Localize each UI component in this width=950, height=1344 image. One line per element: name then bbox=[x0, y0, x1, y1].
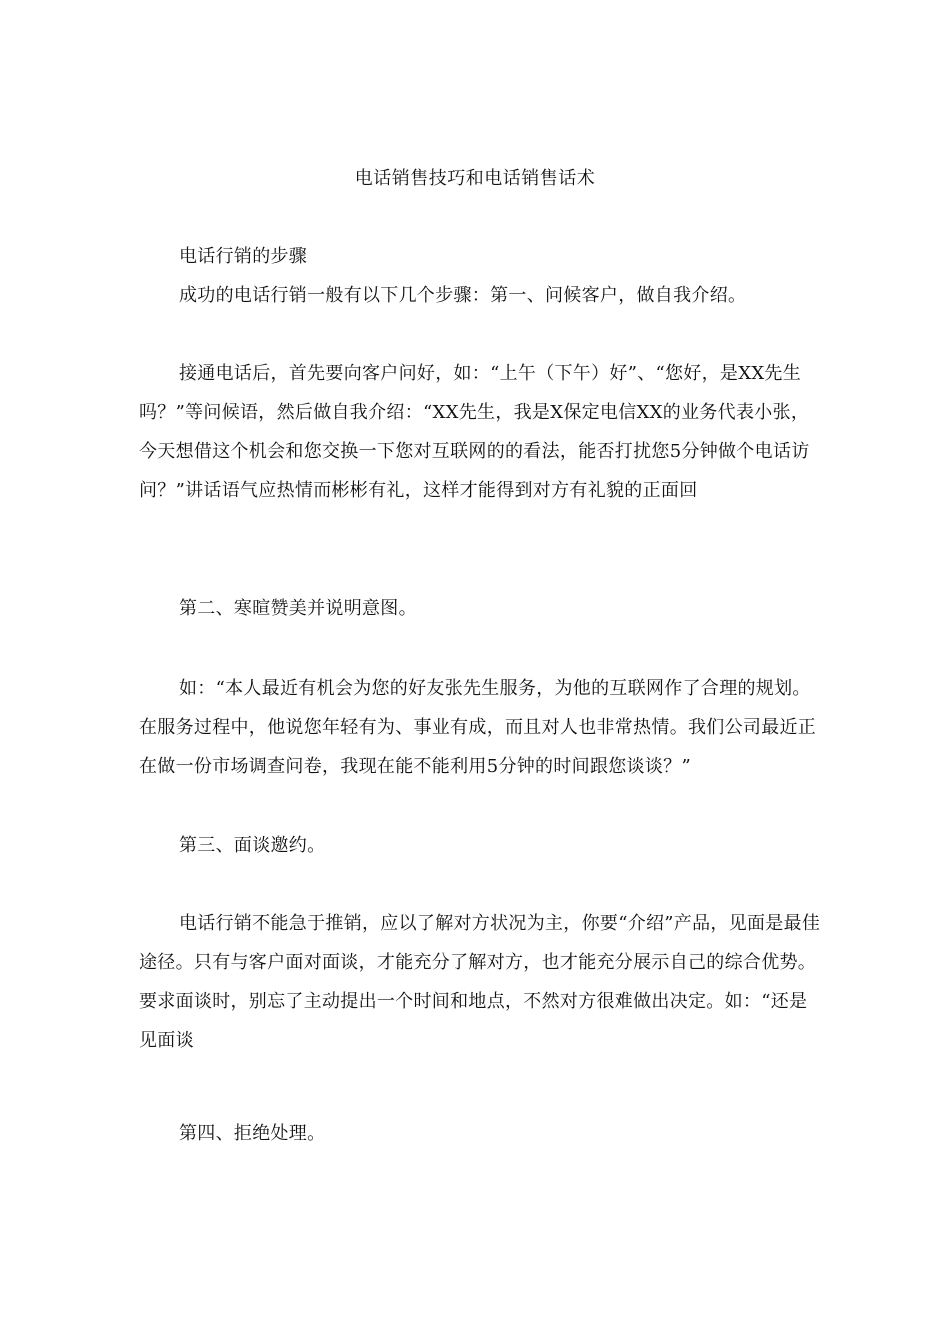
paragraph-intro-step-one: 成功的电话行销一般有以下几个步骤：第一、问候客户，做自我介绍。 bbox=[179, 285, 747, 306]
paragraph-step-three-example: 电话行销不能急于推销，应以了解对方状况为主，你要“介绍”产品，见面是最佳途径。只有与客户面对面谈，才能充分了解对方，也才能充分展示自己的综合优势。要求面谈时，别忘了主动提出一个时间和地点，不然对方很难做出决定。如：“还是见面谈 bbox=[139, 913, 821, 1051]
paragraph-step-two-example: 如：“本人最近有机会为您的好友张先生服务，为他的互联网作了合理的规划。在服务过程中，他说您年轻有为、事业有成，而且对人也非常热情。我们公司最近正在做一份市场调查问卷，我现在能不能利用5分钟的时间跟您谈谈？” bbox=[139, 678, 817, 777]
paragraph-step-two: 第二、寒暄赞美并说明意图。 bbox=[179, 598, 417, 619]
section-heading-steps: 电话行销的步骤 bbox=[179, 246, 308, 267]
document-title: 电话销售技巧和电话销售话术 bbox=[354, 168, 596, 189]
paragraph-step-three: 第三、面谈邀约。 bbox=[179, 835, 326, 856]
paragraph-step-four: 第四、拒绝处理。 bbox=[179, 1123, 326, 1144]
paragraph-greeting-example: 接通电话后，首先要向客户问好，如：“上午（下午）好”、“您好，是XX先生吗？”等问候语，然后做自我介绍：“XX先生，我是X保定电信XX的业务代表小张，今天想借这个机会和您交换一下您对互联网的的看法，能否打扰您5分钟做个电话访问？”讲话语气应热情而彬彬有礼，这样才能得到对方有礼貌的正面回 bbox=[139, 363, 810, 501]
